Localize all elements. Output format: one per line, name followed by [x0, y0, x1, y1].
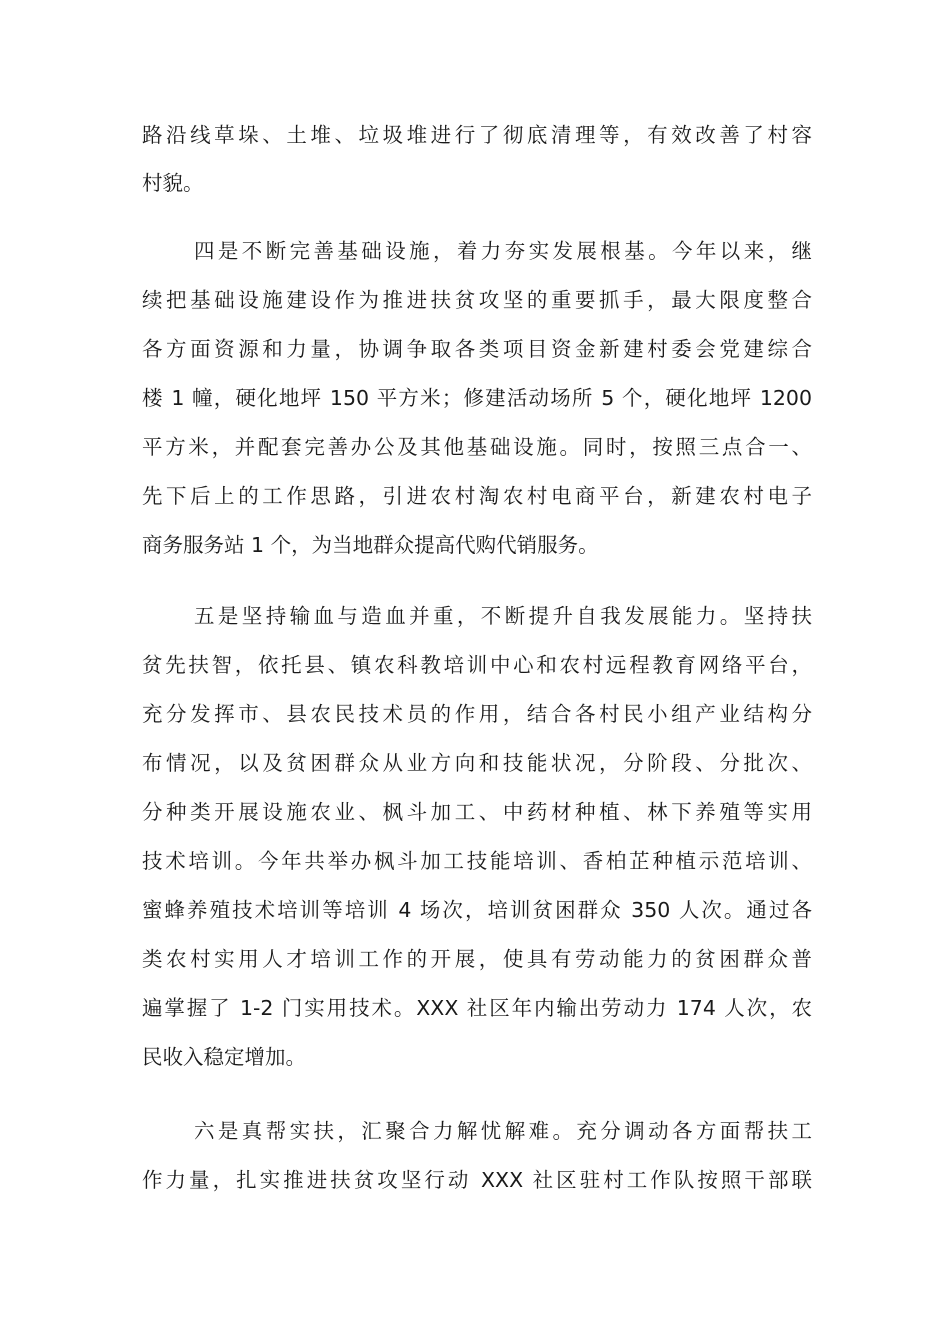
- paragraph-assistance: [142, 1114, 812, 1197]
- text-line: 充分发挥市、县农民技术员的作用，结合各村民小组产业结构分: [142, 702, 812, 726]
- text-line: 村貌。: [142, 171, 204, 195]
- paragraph-continuation: [142, 118, 812, 200]
- text-line: 蜜蜂养殖技术培训等培训 4 场次，培训贫困群众 350 人次。通过各: [142, 898, 812, 922]
- text-line: 贫先扶智，依托县、镇农科教培训中心和农村远程教育网络平台，: [142, 653, 812, 677]
- text-line: 四是不断完善基础设施，着力夯实发展根基。今年以来，继: [194, 239, 812, 263]
- text-line: 民收入稳定增加。: [142, 1045, 306, 1069]
- text-line: 商务服务站 1 个，为当地群众提高代购代销服务。: [142, 533, 599, 557]
- paragraph-infrastructure: [142, 234, 812, 562]
- text-line: 五是坚持输血与造血并重，不断提升自我发展能力。坚持扶: [194, 604, 812, 628]
- text-line: 类农村实用人才培训工作的开展，使具有劳动能力的贫困群众普: [142, 947, 812, 971]
- text-line: 先下后上的工作思路，引进农村淘农村电商平台，新建农村电子: [142, 484, 812, 508]
- text-line: 楼 1 幢，硬化地坪 150 平方米；修建活动场所 5 个，硬化地坪 1200: [142, 386, 812, 410]
- text-line: 路沿线草垛、土堆、垃圾堆进行了彻底清理等，有效改善了村容: [142, 123, 812, 147]
- text-line: 各方面资源和力量，协调争取各类项目资金新建村委会党建综合: [142, 337, 812, 361]
- text-line: 续把基础设施建设作为推进扶贫攻坚的重要抓手，最大限度整合: [142, 288, 812, 312]
- text-line: 遍掌握了 1-2 门实用技术。XXX 社区年内输出劳动力 174 人次，农: [142, 996, 812, 1020]
- text-line: 技术培训。今年共举办枫斗加工技能培训、香柏芷种植示范培训、: [142, 849, 812, 873]
- text-line: 布情况，以及贫困群众从业方向和技能状况，分阶段、分批次、: [142, 751, 812, 775]
- text-line: 平方米，并配套完善办公及其他基础设施。同时，按照三点合一、: [142, 435, 812, 459]
- text-line: 分种类开展设施农业、枫斗加工、中药材种植、林下养殖等实用: [142, 800, 812, 824]
- paragraph-self-development: [142, 599, 812, 1074]
- text-line: 作力量，扎实推进扶贫攻坚行动 XXX 社区驻村工作队按照干部联: [142, 1168, 812, 1192]
- text-line: 六是真帮实扶，汇聚合力解忧解难。充分调动各方面帮扶工: [194, 1119, 812, 1143]
